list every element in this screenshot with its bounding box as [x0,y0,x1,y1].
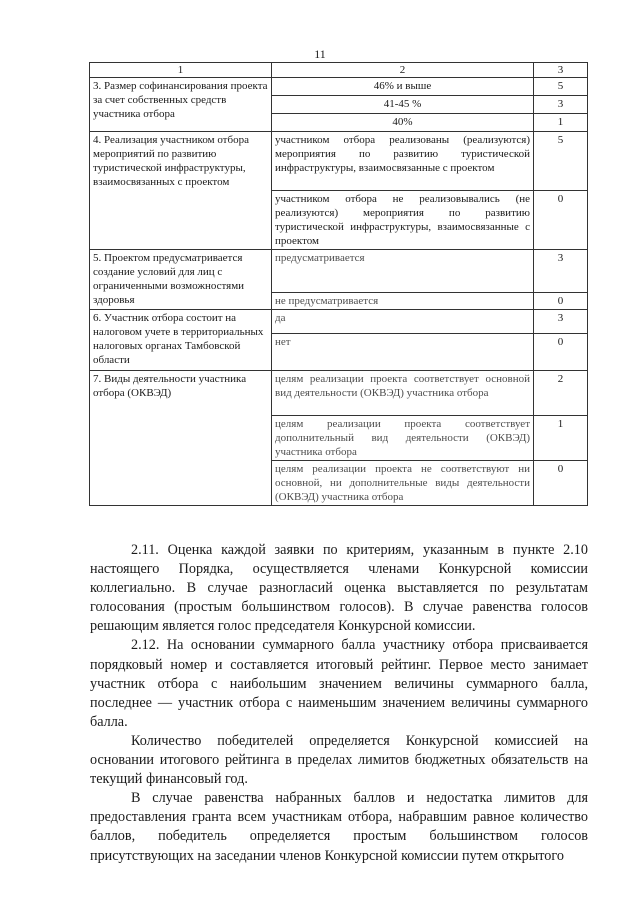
score-cell: 1 [534,416,588,461]
score-cell: 3 [534,310,588,334]
option-cell: целям реализации проекта соответствует дополнительный вид деятельности (ОКВЭД) участника отбора [272,416,534,461]
criterion-cell: 3. Размер софинансирования проекта за счет собственных средств участника отбора [90,78,272,132]
header-cell: 1 [90,63,272,78]
option-cell: не предусматривается [272,293,534,310]
paragraph-2-12: 2.12. На основании суммарного балла участнику отбора присваивается порядковый номер и составляется итоговый рейтинг. Первое место занимает участник отбора с наибольшим значением величины суммарного балла, последнее — участник отбора с наименьшим значением величины суммарного балла. [90,637,588,730]
score-cell: 1 [534,114,588,132]
header-cell: 3 [534,63,588,78]
score-cell: 2 [534,371,588,416]
option-cell: да [272,310,534,334]
table-row [90,78,588,96]
score-cell: 5 [534,78,588,96]
criterion-cell: 6. Участник отбора состоит на налоговом учете в территориальных налоговых органах Тамбовской области [90,310,272,371]
option-cell: 46% и выше [272,78,534,96]
score-cell: 0 [534,334,588,371]
option-cell: участником отбора не реализовывались (не реализуются) мероприятия по развитию туристической инфраструктуры, взаимосвязанные с проектом [272,191,534,250]
score-cell: 3 [534,250,588,293]
score-cell: 0 [534,191,588,250]
option-cell: предусматривается [272,250,534,293]
table-header-row [90,63,588,78]
table-row [90,371,588,416]
page-number: 11 [314,47,326,61]
score-cell: 5 [534,132,588,191]
option-cell: целям реализации проекта соответствует основной вид деятельности (ОКВЭД) участника отбора [272,371,534,416]
option-cell: нет [272,334,534,371]
option-cell: 41-45 % [272,96,534,114]
body-text [90,541,588,866]
paragraph-2-11: 2.11. Оценка каждой заявки по критериям, указанным в пункте 2.10 настоящего Порядка, осуществляется членами Конкурсной комиссии коллегиально. В случае разногласий оценка выставляется по результатам голосования (простым большинством голосов). В случае равенства голосов решающим является голос председателя Конкурсной комиссии. [90,542,588,635]
option-cell: участником отбора реализованы (реализуются) мероприятия по развитию туристической инфраструктуры, взаимосвязанные с проектом [272,132,534,191]
paragraph-winners-count: Количество победителей определяется Конкурсной комиссией на основании итогового рейтинга в пределах лимитов бюджетных обязательств на текущий финансовый год. [90,732,588,788]
criterion-cell: 5. Проектом предусматривается создание условий для лиц с ограниченными возможностями здоровья [90,250,272,310]
score-cell: 0 [534,293,588,310]
criteria-table [89,62,588,506]
table-row [90,310,588,334]
header-cell: 2 [272,63,534,78]
score-cell: 0 [534,461,588,506]
option-cell: целям реализации проекта не соответствуют ни основной, ни дополнительные виды деятельности (ОКВЭД) участника отбора [272,461,534,506]
option-cell: 40% [272,114,534,132]
table-row [90,250,588,293]
paragraph-tie-break: В случае равенства набранных баллов и недостатка лимитов для предоставления гранта всем участникам отбора, набравшим равное количество баллов, победитель определяется простым большинством голосов присутствующих на заседании членов Конкурсной комиссии путем открытого [90,790,588,864]
criterion-cell: 7. Виды деятельности участника отбора (ОКВЭД) [90,371,272,506]
criterion-cell: 4. Реализация участником отбора мероприятий по развитию туристической инфраструктуры, взаимосвязанных с проектом [90,132,272,250]
score-cell: 3 [534,96,588,114]
table-row [90,132,588,191]
